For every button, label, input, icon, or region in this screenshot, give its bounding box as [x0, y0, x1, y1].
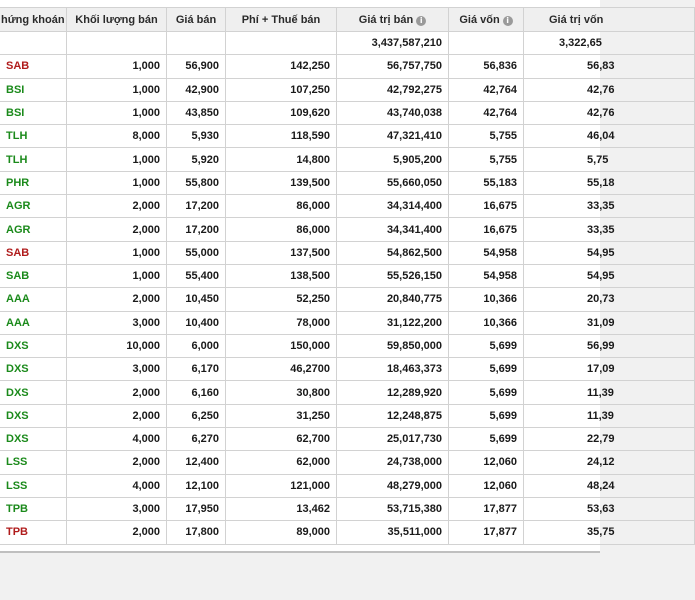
col-header-price[interactable]: Giá bán: [167, 8, 226, 32]
cell-volume: 1,000: [67, 171, 167, 194]
cell-cost-value: 54,95: [524, 264, 695, 287]
cell-sell-value: 54,862,500: [337, 241, 449, 264]
cell-symbol: AGR: [0, 218, 67, 241]
cell-symbol: AAA: [0, 288, 67, 311]
cell-fee: 89,000: [226, 521, 337, 544]
cell-symbol: AAA: [0, 311, 67, 334]
table-row[interactable]: [0, 78, 695, 101]
cell-fee: 139,500: [226, 171, 337, 194]
cell-sell-value: 25,017,730: [337, 428, 449, 451]
cell-cost-value: 17,09: [524, 358, 695, 381]
cell-cost-value: 53,63: [524, 497, 695, 520]
cell-cost-price: 16,675: [449, 218, 524, 241]
cell-cost-price: 12,060: [449, 474, 524, 497]
cell-cost-price: 17,877: [449, 521, 524, 544]
cell-symbol: DXS: [0, 404, 67, 427]
info-icon[interactable]: i: [416, 16, 426, 26]
cell-price: 17,800: [167, 521, 226, 544]
cell-fee: 137,500: [226, 241, 337, 264]
table-row[interactable]: [0, 404, 695, 427]
col-header-fee[interactable]: Phí + Thuế bán: [226, 8, 337, 32]
cell-sell-value: 34,314,400: [337, 195, 449, 218]
cell-cost-value: 5,75: [524, 148, 695, 171]
cell-volume: 10,000: [67, 334, 167, 357]
cell-cost-price: 42,764: [449, 78, 524, 101]
cell-volume: 3,000: [67, 358, 167, 381]
cell-symbol: DXS: [0, 334, 67, 357]
cell-cost-value: 48,24: [524, 474, 695, 497]
cell-cost-value: 22,79: [524, 428, 695, 451]
summary-cell: [226, 32, 337, 55]
cell-cost-price: 5,699: [449, 404, 524, 427]
cell-cost-price: 10,366: [449, 288, 524, 311]
cell-fee: 62,700: [226, 428, 337, 451]
cell-fee: 86,000: [226, 218, 337, 241]
cell-sell-value: 55,660,050: [337, 171, 449, 194]
summary-cell: [0, 32, 67, 55]
cell-sell-value: 31,122,200: [337, 311, 449, 334]
cell-sell-value: 20,840,775: [337, 288, 449, 311]
cell-volume: 1,000: [67, 148, 167, 171]
cell-price: 6,170: [167, 358, 226, 381]
cell-volume: 1,000: [67, 264, 167, 287]
cell-cost-value: 20,73: [524, 288, 695, 311]
cell-symbol: PHR: [0, 171, 67, 194]
table-row[interactable]: [0, 148, 695, 171]
cell-cost-value: 33,35: [524, 218, 695, 241]
col-header-cost-value[interactable]: Giá trị vốn: [524, 8, 695, 32]
cell-fee: 13,462: [226, 497, 337, 520]
cell-volume: 2,000: [67, 288, 167, 311]
cell-volume: 1,000: [67, 78, 167, 101]
table-row[interactable]: [0, 55, 695, 78]
summary-sell-value: 3,437,587,210: [337, 32, 449, 55]
cell-cost-value: 35,75: [524, 521, 695, 544]
cell-volume: 4,000: [67, 428, 167, 451]
cell-cost-price: 12,060: [449, 451, 524, 474]
cell-price: 6,250: [167, 404, 226, 427]
cell-cost-price: 5,755: [449, 148, 524, 171]
summary-cell: [449, 32, 524, 55]
cell-fee: 30,800: [226, 381, 337, 404]
cell-fee: 78,000: [226, 311, 337, 334]
table-row[interactable]: [0, 358, 695, 381]
table-header-row: [0, 8, 695, 32]
cell-fee: 107,250: [226, 78, 337, 101]
cell-symbol: BSI: [0, 78, 67, 101]
cell-sell-value: 55,526,150: [337, 264, 449, 287]
cell-fee: 121,000: [226, 474, 337, 497]
cell-sell-value: 5,905,200: [337, 148, 449, 171]
cell-price: 55,800: [167, 171, 226, 194]
sell-orders-table: [0, 7, 695, 545]
cell-cost-price: 5,699: [449, 334, 524, 357]
cell-cost-value: 55,18: [524, 171, 695, 194]
cell-price: 10,400: [167, 311, 226, 334]
cell-cost-value: 31,09: [524, 311, 695, 334]
cell-fee: 14,800: [226, 148, 337, 171]
cell-sell-value: 12,248,875: [337, 404, 449, 427]
cell-sell-value: 24,738,000: [337, 451, 449, 474]
cell-price: 17,200: [167, 195, 226, 218]
cell-price: 55,000: [167, 241, 226, 264]
cell-cost-value: 42,76: [524, 101, 695, 124]
cell-cost-value: 56,83: [524, 55, 695, 78]
cell-fee: 31,250: [226, 404, 337, 427]
cell-volume: 2,000: [67, 195, 167, 218]
table-row[interactable]: [0, 428, 695, 451]
cell-symbol: SAB: [0, 264, 67, 287]
cell-volume: 1,000: [67, 241, 167, 264]
cell-price: 42,900: [167, 78, 226, 101]
cell-cost-value: 33,35: [524, 195, 695, 218]
table-row[interactable]: [0, 218, 695, 241]
col-header-volume[interactable]: Khối lượng bán: [67, 8, 167, 32]
table-row[interactable]: [0, 474, 695, 497]
summary-cell: [167, 32, 226, 55]
cell-cost-price: 5,699: [449, 358, 524, 381]
table-row[interactable]: [0, 264, 695, 287]
cell-price: 55,400: [167, 264, 226, 287]
summary-row: [0, 32, 695, 55]
cell-symbol: SAB: [0, 55, 67, 78]
cell-volume: 4,000: [67, 474, 167, 497]
cell-sell-value: 56,757,750: [337, 55, 449, 78]
cell-symbol: TPB: [0, 521, 67, 544]
cell-cost-price: 17,877: [449, 497, 524, 520]
cell-sell-value: 47,321,410: [337, 125, 449, 148]
cell-fee: 52,250: [226, 288, 337, 311]
col-header-cost-price[interactable]: Giá vốn i: [449, 8, 524, 32]
cell-fee: 46,2700: [226, 358, 337, 381]
cell-volume: 8,000: [67, 125, 167, 148]
cell-volume: 2,000: [67, 404, 167, 427]
cell-fee: 150,000: [226, 334, 337, 357]
cell-price: 12,400: [167, 451, 226, 474]
cell-cost-value: 56,99: [524, 334, 695, 357]
cell-price: 5,930: [167, 125, 226, 148]
cell-fee: 62,000: [226, 451, 337, 474]
table-row[interactable]: [0, 195, 695, 218]
table-row[interactable]: [0, 311, 695, 334]
cell-volume: 3,000: [67, 311, 167, 334]
cell-symbol: BSI: [0, 101, 67, 124]
cell-price: 12,100: [167, 474, 226, 497]
col-header-sell-value[interactable]: Giá trị bán i: [337, 8, 449, 32]
cell-volume: 2,000: [67, 381, 167, 404]
cell-cost-price: 16,675: [449, 195, 524, 218]
cell-sell-value: 43,740,038: [337, 101, 449, 124]
cell-cost-price: 10,366: [449, 311, 524, 334]
cell-symbol: TLH: [0, 125, 67, 148]
cell-fee: 109,620: [226, 101, 337, 124]
cell-cost-price: 54,958: [449, 241, 524, 264]
table-row[interactable]: [0, 171, 695, 194]
cell-volume: 2,000: [67, 218, 167, 241]
cell-symbol: DXS: [0, 358, 67, 381]
cell-price: 6,160: [167, 381, 226, 404]
cell-cost-value: 46,04: [524, 125, 695, 148]
cell-price: 10,450: [167, 288, 226, 311]
cell-symbol: TPB: [0, 497, 67, 520]
cell-fee: 142,250: [226, 55, 337, 78]
table-row[interactable]: [0, 288, 695, 311]
cell-price: 6,270: [167, 428, 226, 451]
cell-symbol: DXS: [0, 428, 67, 451]
cell-symbol: SAB: [0, 241, 67, 264]
cell-cost-price: 5,755: [449, 125, 524, 148]
cell-volume: 1,000: [67, 55, 167, 78]
cell-sell-value: 12,289,920: [337, 381, 449, 404]
cell-volume: 2,000: [67, 521, 167, 544]
cell-cost-price: 5,699: [449, 381, 524, 404]
table-row[interactable]: [0, 451, 695, 474]
cell-volume: 1,000: [67, 101, 167, 124]
cell-cost-price: 56,836: [449, 55, 524, 78]
table-row[interactable]: [0, 125, 695, 148]
cell-price: 56,900: [167, 55, 226, 78]
cell-symbol: AGR: [0, 195, 67, 218]
cell-price: 6,000: [167, 334, 226, 357]
cell-cost-price: 42,764: [449, 101, 524, 124]
cell-volume: 3,000: [67, 497, 167, 520]
cell-cost-value: 42,76: [524, 78, 695, 101]
cell-symbol: LSS: [0, 474, 67, 497]
cell-fee: 138,500: [226, 264, 337, 287]
cell-cost-value: 11,39: [524, 404, 695, 427]
cell-cost-price: 5,699: [449, 428, 524, 451]
table-row[interactable]: [0, 101, 695, 124]
table-row[interactable]: [0, 334, 695, 357]
table-row[interactable]: [0, 497, 695, 520]
cell-sell-value: 53,715,380: [337, 497, 449, 520]
cell-sell-value: 59,850,000: [337, 334, 449, 357]
cell-fee: 86,000: [226, 195, 337, 218]
summary-cost-value: 3,322,65: [524, 32, 695, 55]
table-row[interactable]: [0, 521, 695, 544]
cell-sell-value: 18,463,373: [337, 358, 449, 381]
cell-fee: 118,590: [226, 125, 337, 148]
cell-price: 17,950: [167, 497, 226, 520]
cell-symbol: LSS: [0, 451, 67, 474]
cell-volume: 2,000: [67, 451, 167, 474]
cell-sell-value: 42,792,275: [337, 78, 449, 101]
cell-cost-price: 54,958: [449, 264, 524, 287]
cell-cost-value: 24,12: [524, 451, 695, 474]
table-row[interactable]: [0, 241, 695, 264]
cell-cost-value: 54,95: [524, 241, 695, 264]
cell-cost-price: 55,183: [449, 171, 524, 194]
cell-price: 43,850: [167, 101, 226, 124]
cell-price: 17,200: [167, 218, 226, 241]
cell-sell-value: 34,341,400: [337, 218, 449, 241]
table-row[interactable]: [0, 381, 695, 404]
cell-symbol: TLH: [0, 148, 67, 171]
summary-cell: [67, 32, 167, 55]
cell-sell-value: 48,279,000: [337, 474, 449, 497]
cell-symbol: DXS: [0, 381, 67, 404]
info-icon[interactable]: i: [503, 16, 513, 26]
cell-cost-value: 11,39: [524, 381, 695, 404]
cell-sell-value: 35,511,000: [337, 521, 449, 544]
cell-price: 5,920: [167, 148, 226, 171]
col-header-symbol[interactable]: hứng khoán: [0, 8, 67, 32]
